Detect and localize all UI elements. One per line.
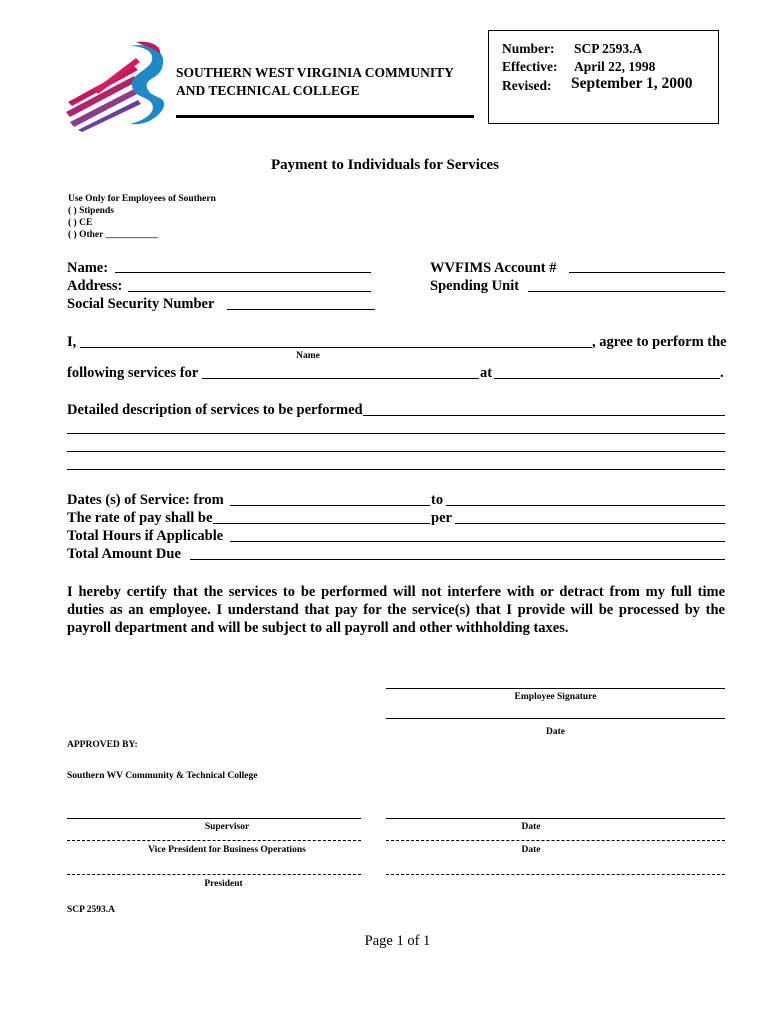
wvfims-label: WVFIMS Account # <box>430 260 557 276</box>
option-stipends[interactable]: ( ) Stipends <box>68 206 114 216</box>
supervisor-date-caption: Date <box>521 822 541 832</box>
total-amount-field[interactable] <box>190 559 725 560</box>
form-code: SCP 2593.A <box>67 905 116 915</box>
description-field-line3[interactable] <box>67 451 725 452</box>
supervisor-signature-field[interactable] <box>67 818 361 819</box>
certification-text: I hereby certify that the services to be performed will not interfere with or detract from my full time duties as an employee. I understand that pay for the service(s) that I provide will be processed by the payroll department and will be subject to all payroll and other withholding taxes. <box>67 584 725 636</box>
revised-value: September 1, 2000 <box>571 75 693 92</box>
effective-label: Effective: <box>502 59 558 74</box>
option-ce[interactable]: ( ) CE <box>68 218 93 228</box>
i-label: I, <box>67 334 77 350</box>
following-services-label: following services for <box>67 365 199 381</box>
employee-signature-field[interactable] <box>386 688 725 689</box>
college-logo <box>64 40 176 132</box>
college-name-line1: SOUTHERN WEST VIRGINIA COMMUNITY <box>176 65 454 80</box>
number-value: SCP 2593.A <box>574 41 643 56</box>
description-field-line1[interactable] <box>363 415 725 416</box>
vp-date-caption: Date <box>521 845 541 855</box>
supervisor-date-field[interactable] <box>386 818 725 819</box>
address-field[interactable] <box>128 291 371 292</box>
effective-value: April 22, 1998 <box>574 59 656 74</box>
total-hours-field[interactable] <box>230 541 725 542</box>
vp-signature-field[interactable] <box>67 840 361 841</box>
dates-from-field[interactable] <box>230 505 430 506</box>
description-field-line4[interactable] <box>67 469 725 470</box>
agree-text: , agree to perform the <box>592 334 727 350</box>
revised-label: Revised: <box>502 78 552 93</box>
vp-caption: Vice President for Business Operations <box>148 845 306 855</box>
per-label: per <box>431 510 452 526</box>
per-field[interactable] <box>455 523 725 524</box>
president-date-field[interactable] <box>386 874 725 875</box>
period-mark: . <box>720 365 724 381</box>
ssn-label: Social Security Number <box>67 296 215 312</box>
services-at-field[interactable] <box>494 378 720 379</box>
college-name <box>176 64 454 100</box>
logo-blue-swoosh <box>130 45 164 124</box>
description-label: Detailed description of services to be performed <box>67 402 363 418</box>
dates-to-field[interactable] <box>446 505 725 506</box>
institution-name: Southern WV Community & Technical College <box>67 771 258 781</box>
description-field-line2[interactable] <box>67 433 725 434</box>
form-title: Payment to Individuals for Services <box>270 157 500 173</box>
to-label: to <box>431 492 444 508</box>
total-amount-label: Total Amount Due <box>67 546 181 562</box>
rate-label: The rate of pay shall be <box>67 510 213 526</box>
employee-date-field[interactable] <box>386 718 725 719</box>
employee-date-caption: Date <box>546 727 565 737</box>
name-field[interactable] <box>115 272 371 273</box>
usage-heading: Use Only for Employees of Southern <box>68 194 216 204</box>
address-label: Address: <box>67 278 123 294</box>
dates-from-label: Dates (s) of Service: from <box>67 492 224 508</box>
supervisor-caption: Supervisor <box>204 822 250 832</box>
president-signature-field[interactable] <box>67 874 361 875</box>
rate-field[interactable] <box>213 523 430 524</box>
approved-by-label: APPROVED BY: <box>67 740 138 750</box>
total-hours-label: Total Hours if Applicable <box>67 528 224 544</box>
page-number: Page 1 of 1 <box>364 933 431 949</box>
wvfims-field[interactable] <box>569 272 725 273</box>
logo-streaks <box>66 58 141 132</box>
college-name-line2: AND TECHNICAL COLLEGE <box>176 83 360 98</box>
number-label: Number: <box>502 41 555 56</box>
vp-date-field[interactable] <box>386 840 725 841</box>
name-caption: Name <box>296 351 320 361</box>
spending-unit-label: Spending Unit <box>430 278 520 294</box>
president-caption: President <box>204 879 243 889</box>
spending-unit-field[interactable] <box>528 291 725 292</box>
at-label: at <box>480 365 493 381</box>
agreement-name-field[interactable] <box>80 347 592 348</box>
name-label: Name: <box>67 260 109 276</box>
services-for-field[interactable] <box>202 378 479 379</box>
ssn-field[interactable] <box>227 309 375 310</box>
header-rule <box>176 115 474 118</box>
employee-signature-caption: Employee Signature <box>514 692 597 702</box>
option-other[interactable]: ( ) Other ___________ <box>68 230 158 240</box>
